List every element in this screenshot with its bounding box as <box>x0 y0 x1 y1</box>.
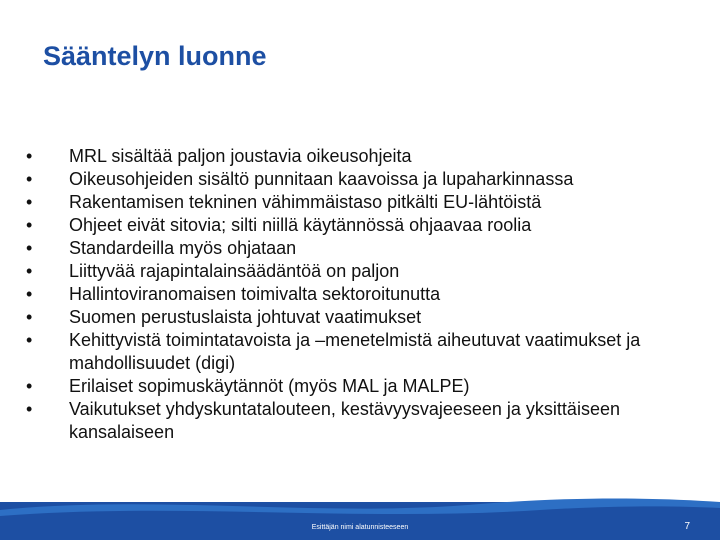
bullet-text: Oikeusohjeiden sisältö punnitaan kaavoissa ja lupaharkinnassa <box>69 169 574 189</box>
bullet-list <box>22 145 702 444</box>
bullet-dot-icon: • <box>26 192 33 212</box>
page-number: 7 <box>684 521 690 532</box>
bullet-item <box>22 237 702 260</box>
bullet-text: Rakentamisen tekninen vähimmäistaso pitkälti EU-lähtöistä <box>69 192 542 212</box>
bullet-item <box>22 375 702 398</box>
bullet-item <box>22 398 702 444</box>
bullet-item <box>22 214 702 237</box>
bullet-dot-icon: • <box>26 376 33 396</box>
bullet-dot-icon: • <box>26 146 33 166</box>
bullet-text: Liittyvää rajapintalainsäädäntöä on paljon <box>69 261 400 281</box>
footer-wave-decoration <box>0 488 720 528</box>
bullet-text: Standardeilla myös ohjataan <box>69 238 297 258</box>
bullet-dot-icon: • <box>26 399 33 419</box>
footer-band <box>0 502 720 540</box>
bullet-dot-icon: • <box>26 215 33 235</box>
bullet-dot-icon: • <box>26 238 33 258</box>
bullet-text: Erilaiset sopimuskäytännöt (myös MAL ja MALPE) <box>69 376 470 396</box>
bullet-item <box>22 260 702 283</box>
bullet-item <box>22 329 702 375</box>
bullet-dot-icon: • <box>26 284 33 304</box>
bullet-item <box>22 191 702 214</box>
bullet-dot-icon: • <box>26 330 33 350</box>
bullet-text: Ohjeet eivät sitovia; silti niillä käytännössä ohjaavaa roolia <box>69 215 532 235</box>
bullet-dot-icon: • <box>26 169 33 189</box>
bullet-text: MRL sisältää paljon joustavia oikeusohjeita <box>69 146 412 166</box>
bullet-item <box>22 168 702 191</box>
bullet-item <box>22 306 702 329</box>
slide-title: Sääntelyn luonne <box>43 41 267 71</box>
bullet-text: Kehittyvistä toimintatavoista ja –menetelmistä aiheutuvat vaatimukset ja mahdollisuudet (digi) <box>69 330 641 373</box>
bullet-text: Hallintoviranomaisen toimivalta sektoroitunutta <box>69 284 441 304</box>
bullet-item <box>22 283 702 306</box>
bullet-text: Vaikutukset yhdyskuntatalouteen, kestävyysvajeeseen ja yksittäiseen kansalaiseen <box>69 399 620 442</box>
bullet-item <box>22 145 702 168</box>
footer-presenter-text: Esittäjän nimi alatunnisteeseen <box>311 524 409 531</box>
bullet-text: Suomen perustuslaista johtuvat vaatimukset <box>69 307 422 327</box>
bullet-dot-icon: • <box>26 307 33 327</box>
bullet-dot-icon: • <box>26 261 33 281</box>
